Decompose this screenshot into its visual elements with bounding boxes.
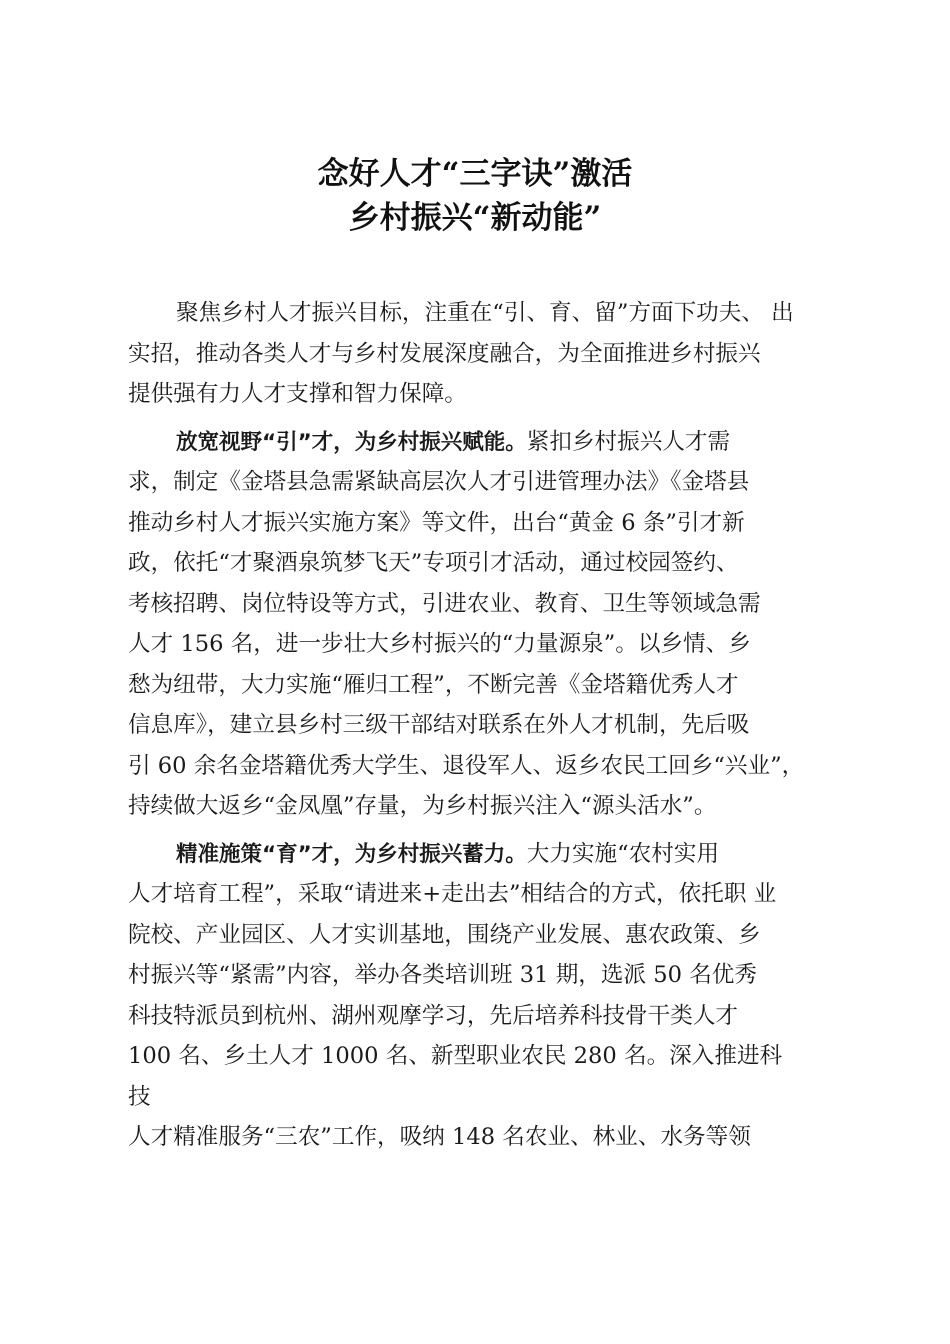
- paragraph-first-line: [128, 834, 828, 875]
- paragraph-line: 求，制定《金塔县急需紧缺高层次人才引进管理办法》《金塔县: [128, 469, 750, 495]
- paragraph-line: 推动乡村人才振兴实施方案》等文件，出台“黄金 6 条”引才新: [128, 509, 745, 536]
- paragraph-line-text: 紧扣乡村振兴人才需: [526, 428, 731, 455]
- paragraph-line: 人才培育工程”，采取“请进来+走出去”相结合的方式，依托职 业: [128, 881, 777, 907]
- paragraph-line: 实招，推动各类人才与乡村发展深度融合，为全面推进乡村振兴: [128, 340, 761, 367]
- paragraph-line: 提供强有力人才支撑和智力保障。: [128, 381, 467, 407]
- document-body: [128, 293, 828, 1165]
- paragraph-line: 人才精准服务“三农”工作，吸纳 148 名农业、林业、水务等领: [128, 1124, 751, 1150]
- paragraph-line: 考核招聘、岗位特设等方式，引进农业、教育、卫生等领域急需: [128, 590, 761, 617]
- paragraph-line: 愁为纽带，大力实施“雁归工程”，不断完善《金塔籍优秀人才: [128, 671, 739, 698]
- paragraph-lead-heading: 精准施策“育”才，为乡村振兴蓄力。: [176, 841, 527, 867]
- paragraph-line: 院校、产业园区、人才实训基地，围绕产业发展、惠农政策、乡: [128, 921, 761, 948]
- paragraph-recruit: [128, 422, 828, 827]
- document-title: [0, 152, 950, 240]
- paragraph-lead-heading: 放宽视野“引”才，为乡村振兴赋能。: [176, 429, 527, 455]
- paragraph-line: 引 60 余名金塔籍优秀大学生、退役军人、返乡农民工回乡“兴业”，: [128, 752, 805, 779]
- paragraph-line: 政，依托“才聚酒泉筑梦飞天”专项引才活动，通过校园签约、: [128, 550, 739, 576]
- paragraph-line: 村振兴等“紧需”内容，举办各类培训班 31 期，选派 50 名优秀: [128, 962, 757, 988]
- paragraph-line: 信息库》，建立县乡村三级干部结对联系在外人才机制，先后吸: [128, 712, 750, 738]
- paragraph-line: 持续做大返乡“金凤凰”存量，为乡村振兴注入“源头活水”。: [128, 793, 717, 819]
- title-line-1: 念好人才“三字诀”激活: [317, 156, 633, 192]
- paragraph-line: 聚焦乡村人才振兴目标，注重在“引、育、留”方面下功夫、 出: [176, 300, 794, 326]
- paragraph-cultivate: [128, 834, 828, 1158]
- paragraph-line: 科技特派员到杭州、湖州观摩学习，先后培养科技骨干类人才: [128, 1002, 739, 1029]
- paragraph-line: 100 名、乡土人才 1000 名、新型职业农民 280 名。深入推进科: [128, 1043, 783, 1069]
- paragraph-intro: [128, 293, 828, 415]
- title-line-2: 乡村振兴“新动能”: [348, 200, 602, 236]
- paragraph-line: 人才 156 名，进一步壮大乡村振兴的“力量源泉”。以乡情、乡: [128, 631, 751, 657]
- paragraph-line: 技: [128, 1083, 151, 1110]
- paragraph-first-line: [128, 422, 828, 463]
- paragraph-line-text: 大力实施“农村实用: [526, 840, 720, 867]
